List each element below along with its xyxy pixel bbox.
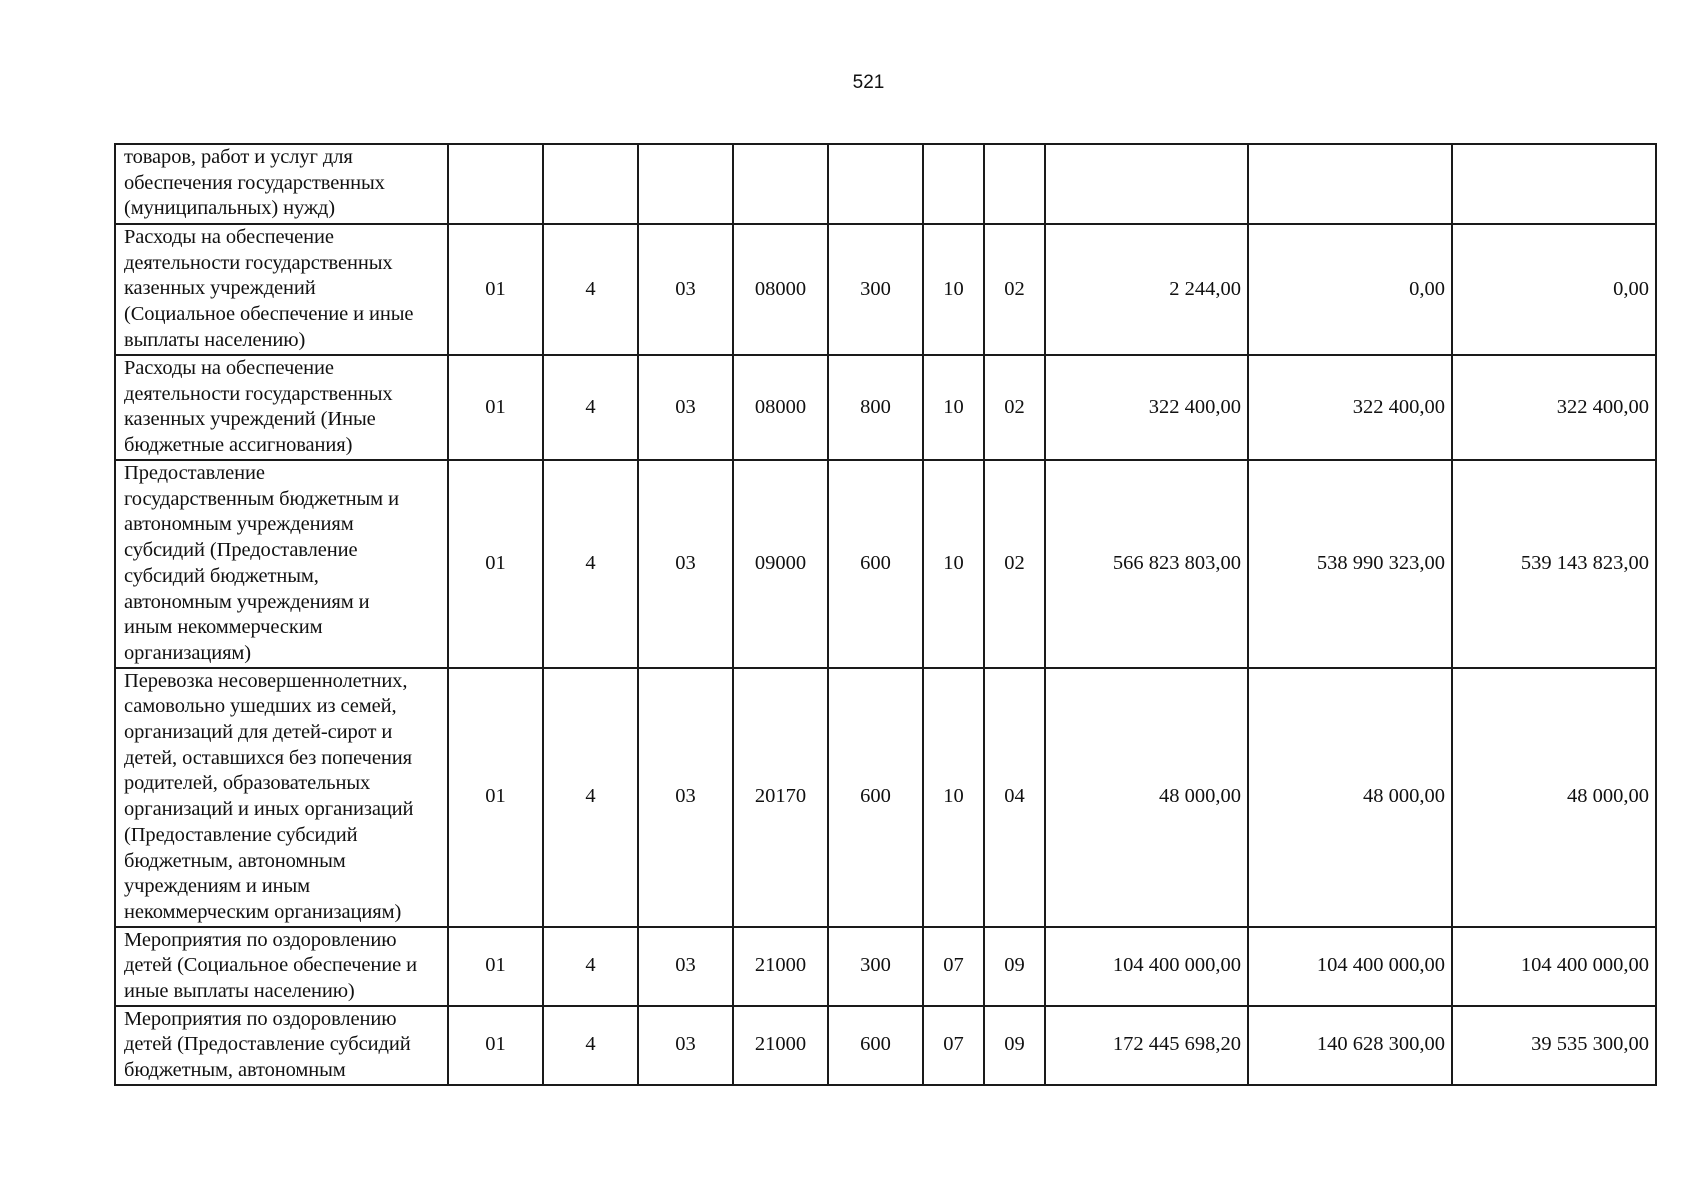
code-subprogram-type: 4	[543, 224, 638, 355]
code-section: 07	[923, 1006, 984, 1085]
code-main-activity: 03	[638, 668, 733, 927]
code-section: 10	[923, 224, 984, 355]
amount-year-1	[1045, 144, 1248, 224]
amount-year-2: 538 990 323,00	[1248, 460, 1452, 668]
code-direction: 09000	[733, 460, 828, 668]
amount-year-1: 566 823 803,00	[1045, 460, 1248, 668]
amount-year-2: 322 400,00	[1248, 355, 1452, 460]
amount-year-3: 322 400,00	[1452, 355, 1656, 460]
amount-year-3	[1452, 144, 1656, 224]
table-row	[115, 224, 1656, 355]
code-subsection: 04	[984, 668, 1045, 927]
code-subprogram-type: 4	[543, 460, 638, 668]
row-description: Мероприятия по оздоровлению детей (Предоставление субсидий бюджетным, автономным	[115, 1006, 448, 1085]
code-program: 01	[448, 668, 543, 927]
code-direction: 21000	[733, 1006, 828, 1085]
code-program: 01	[448, 224, 543, 355]
row-description: Мероприятия по оздоровлению детей (Социальное обеспечение и иные выплаты населению)	[115, 927, 448, 1006]
amount-year-3: 39 535 300,00	[1452, 1006, 1656, 1085]
amount-year-1: 48 000,00	[1045, 668, 1248, 927]
code-expense-type	[828, 144, 923, 224]
code-subprogram-type: 4	[543, 927, 638, 1006]
code-subsection: 09	[984, 1006, 1045, 1085]
code-main-activity: 03	[638, 1006, 733, 1085]
code-subsection: 02	[984, 224, 1045, 355]
table-row	[115, 1006, 1656, 1085]
amount-year-3: 104 400 000,00	[1452, 927, 1656, 1006]
code-subprogram-type: 4	[543, 355, 638, 460]
code-section: 10	[923, 668, 984, 927]
table-row	[115, 144, 1656, 224]
code-expense-type: 800	[828, 355, 923, 460]
amount-year-2	[1248, 144, 1452, 224]
code-subsection	[984, 144, 1045, 224]
code-section: 10	[923, 460, 984, 668]
amount-year-1: 172 445 698,20	[1045, 1006, 1248, 1085]
row-description: Расходы на обеспечение деятельности государственных казенных учреждений (Иные бюджетные ассигнования)	[115, 355, 448, 460]
amount-year-2: 48 000,00	[1248, 668, 1452, 927]
row-description: Расходы на обеспечение деятельности государственных казенных учреждений (Социальное обеспечение и иные выплаты населению)	[115, 224, 448, 355]
page-number: 521	[852, 72, 885, 93]
code-program: 01	[448, 460, 543, 668]
code-program: 01	[448, 1006, 543, 1085]
table-row	[115, 668, 1656, 927]
code-direction: 08000	[733, 355, 828, 460]
table-row	[115, 355, 1656, 460]
code-direction: 08000	[733, 224, 828, 355]
row-description: Перевозка несовершеннолетних, самовольно ушедших из семей, организаций для детей-сирот и детей, оставшихся без попечения родителей, образовательных организаций и иных организаций (Предоставление субсидий бюджетным, автономным учреждениям и иным некоммерческим организациям)	[115, 668, 448, 927]
amount-year-1: 2 244,00	[1045, 224, 1248, 355]
budget-table	[114, 143, 1657, 1086]
code-main-activity: 03	[638, 224, 733, 355]
code-main-activity: 03	[638, 355, 733, 460]
code-expense-type: 600	[828, 1006, 923, 1085]
amount-year-3: 48 000,00	[1452, 668, 1656, 927]
code-subsection: 02	[984, 460, 1045, 668]
code-subsection: 02	[984, 355, 1045, 460]
amount-year-2: 0,00	[1248, 224, 1452, 355]
code-expense-type: 600	[828, 460, 923, 668]
amount-year-1: 322 400,00	[1045, 355, 1248, 460]
row-description: Предоставление государственным бюджетным и автономным учреждениям субсидий (Предоставление субсидий бюджетным, автономным учреждениям и иным некоммерческим организациям)	[115, 460, 448, 668]
code-subprogram-type: 4	[543, 668, 638, 927]
code-direction	[733, 144, 828, 224]
code-direction: 20170	[733, 668, 828, 927]
code-section: 10	[923, 355, 984, 460]
code-expense-type: 600	[828, 668, 923, 927]
code-section	[923, 144, 984, 224]
code-subprogram-type: 4	[543, 1006, 638, 1085]
code-main-activity: 03	[638, 927, 733, 1006]
code-expense-type: 300	[828, 927, 923, 1006]
code-main-activity: 03	[638, 460, 733, 668]
code-program	[448, 144, 543, 224]
table-row	[115, 927, 1656, 1006]
code-expense-type: 300	[828, 224, 923, 355]
table-row	[115, 460, 1656, 668]
code-section: 07	[923, 927, 984, 1006]
amount-year-2: 104 400 000,00	[1248, 927, 1452, 1006]
amount-year-1: 104 400 000,00	[1045, 927, 1248, 1006]
code-direction: 21000	[733, 927, 828, 1006]
code-subprogram-type	[543, 144, 638, 224]
row-description: товаров, работ и услуг для обеспечения государственных (муниципальных) нужд)	[115, 144, 448, 224]
code-subsection: 09	[984, 927, 1045, 1006]
amount-year-3: 0,00	[1452, 224, 1656, 355]
code-main-activity	[638, 144, 733, 224]
amount-year-2: 140 628 300,00	[1248, 1006, 1452, 1085]
code-program: 01	[448, 927, 543, 1006]
code-program: 01	[448, 355, 543, 460]
amount-year-3: 539 143 823,00	[1452, 460, 1656, 668]
